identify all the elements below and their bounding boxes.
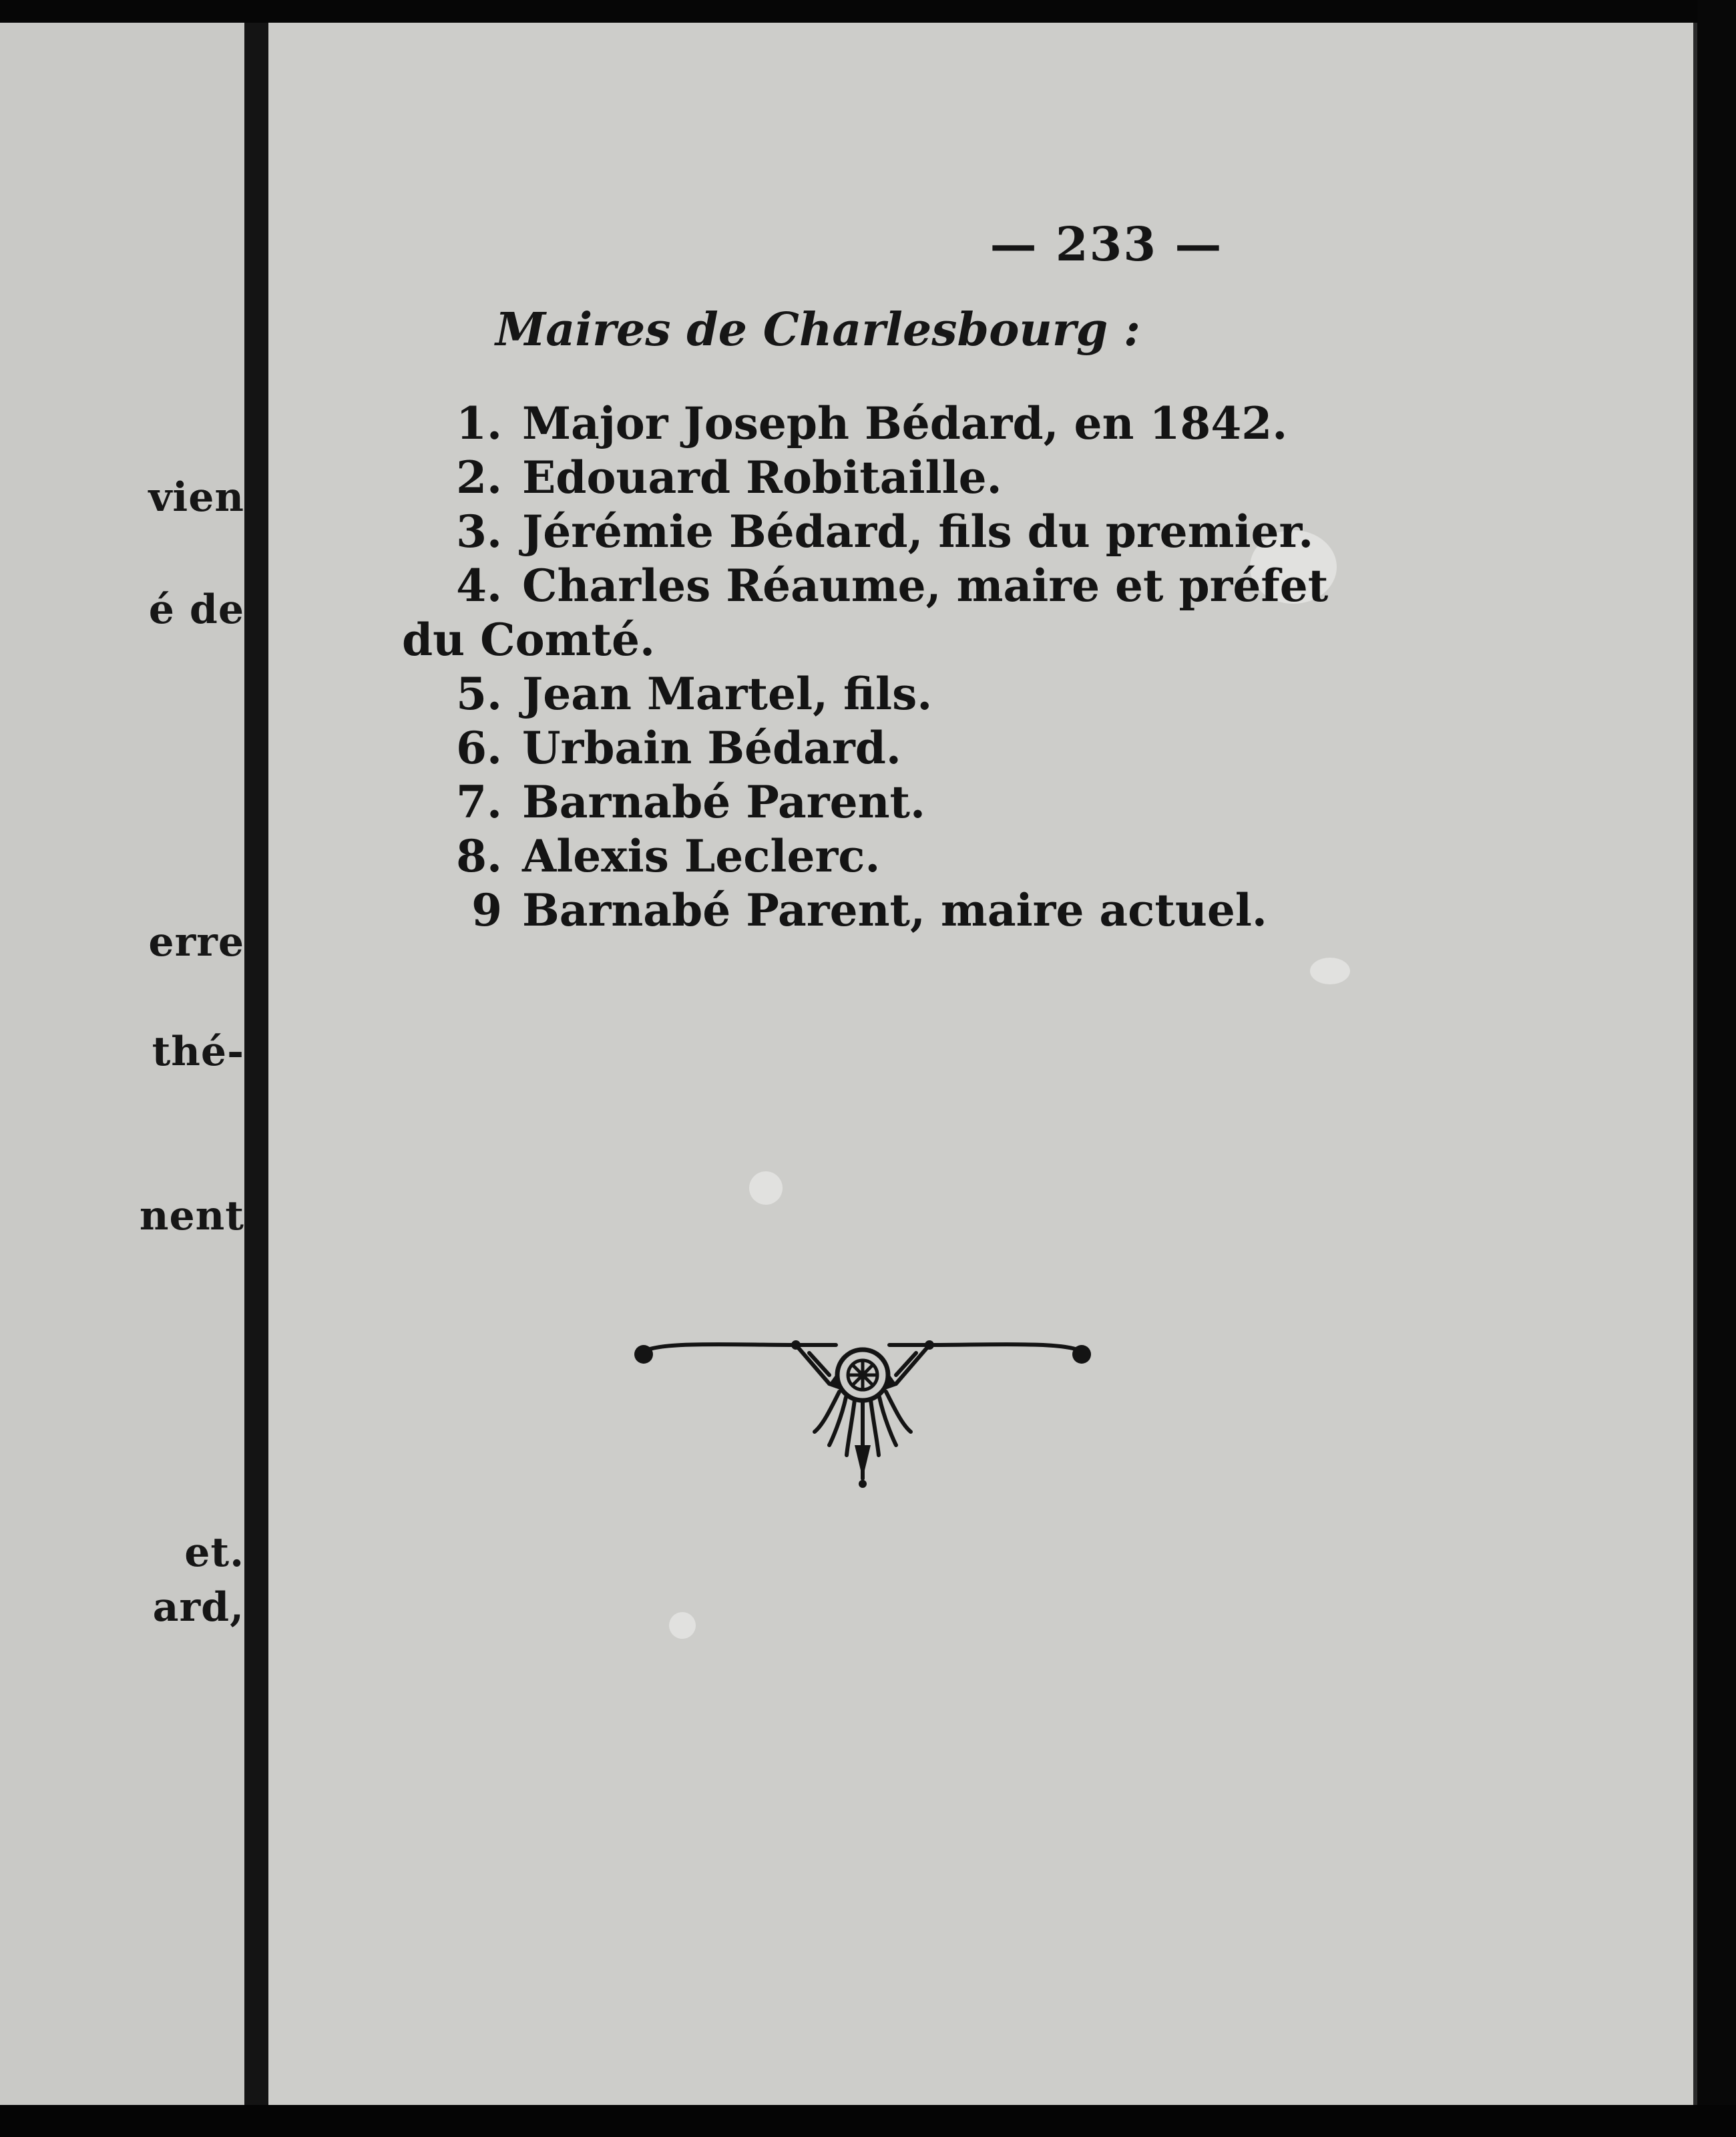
mayor-list-item [402,451,1550,505]
mayor-text: Jean Martel, fils. [522,668,933,720]
mayor-text: Barnabé Parent. [522,776,926,828]
mayor-text: Alexis Leclerc. [522,830,881,882]
left-page-fragment: thé- [152,1028,244,1075]
scan-right-border [1697,0,1736,2137]
mayor-number: 7. [456,776,502,828]
mayor-number: 9 [471,884,502,936]
mayor-list-item [402,397,1550,451]
mayor-list-item [402,884,1550,938]
mayor-list-item [402,559,1550,613]
section-heading: Maires de Charlesbourg : [495,303,1141,357]
book-gutter [244,23,268,2137]
left-page-fragment: é de [148,586,244,633]
left-page [0,23,244,2137]
mayor-list-item [402,667,1550,721]
mayor-list-item [402,721,1550,775]
mayor-text: Charles Réaume, maire et préfet [522,560,1329,612]
main-page [268,23,1697,2137]
mayor-list [402,397,1550,938]
floral-tailpiece-icon [629,1312,1096,1499]
mayor-list-item [402,505,1550,559]
mayor-text: Barnabé Parent, maire actuel. [522,884,1267,936]
left-page-fragment: ard, [152,1584,244,1631]
paper-speck [1310,958,1350,984]
mayor-number: 8. [456,830,502,882]
left-page-fragment: nent [139,1193,244,1239]
mayor-text: Jérémie Bédard, fils du premier. [522,506,1314,558]
mayor-text-continuation: du Comté. [402,614,655,666]
mayor-list-item [402,829,1550,884]
mayor-text: Urbain Bédard. [522,722,901,774]
mayor-text: Edouard Robitaille. [522,451,1002,504]
paper-speck [749,1171,783,1205]
mayor-number: 2. [456,451,502,504]
mayor-number: 3. [456,506,502,558]
mayor-number: 6. [456,722,502,774]
mayor-number: 1. [456,397,502,449]
scan-bottom-border [0,2105,1736,2137]
mayor-number: 5. [456,668,502,720]
paper-speck [669,1612,696,1639]
scan-top-border [0,0,1736,23]
mayor-list-item [402,775,1550,829]
mayor-text: Major Joseph Bédard, en 1842. [522,397,1288,449]
left-page-fragment: erre [148,919,244,966]
page-number: — 233 — [990,216,1223,272]
mayor-number: 4. [456,560,502,612]
left-page-fragment: et. [184,1529,244,1576]
left-page-fragment: vien [148,474,244,521]
